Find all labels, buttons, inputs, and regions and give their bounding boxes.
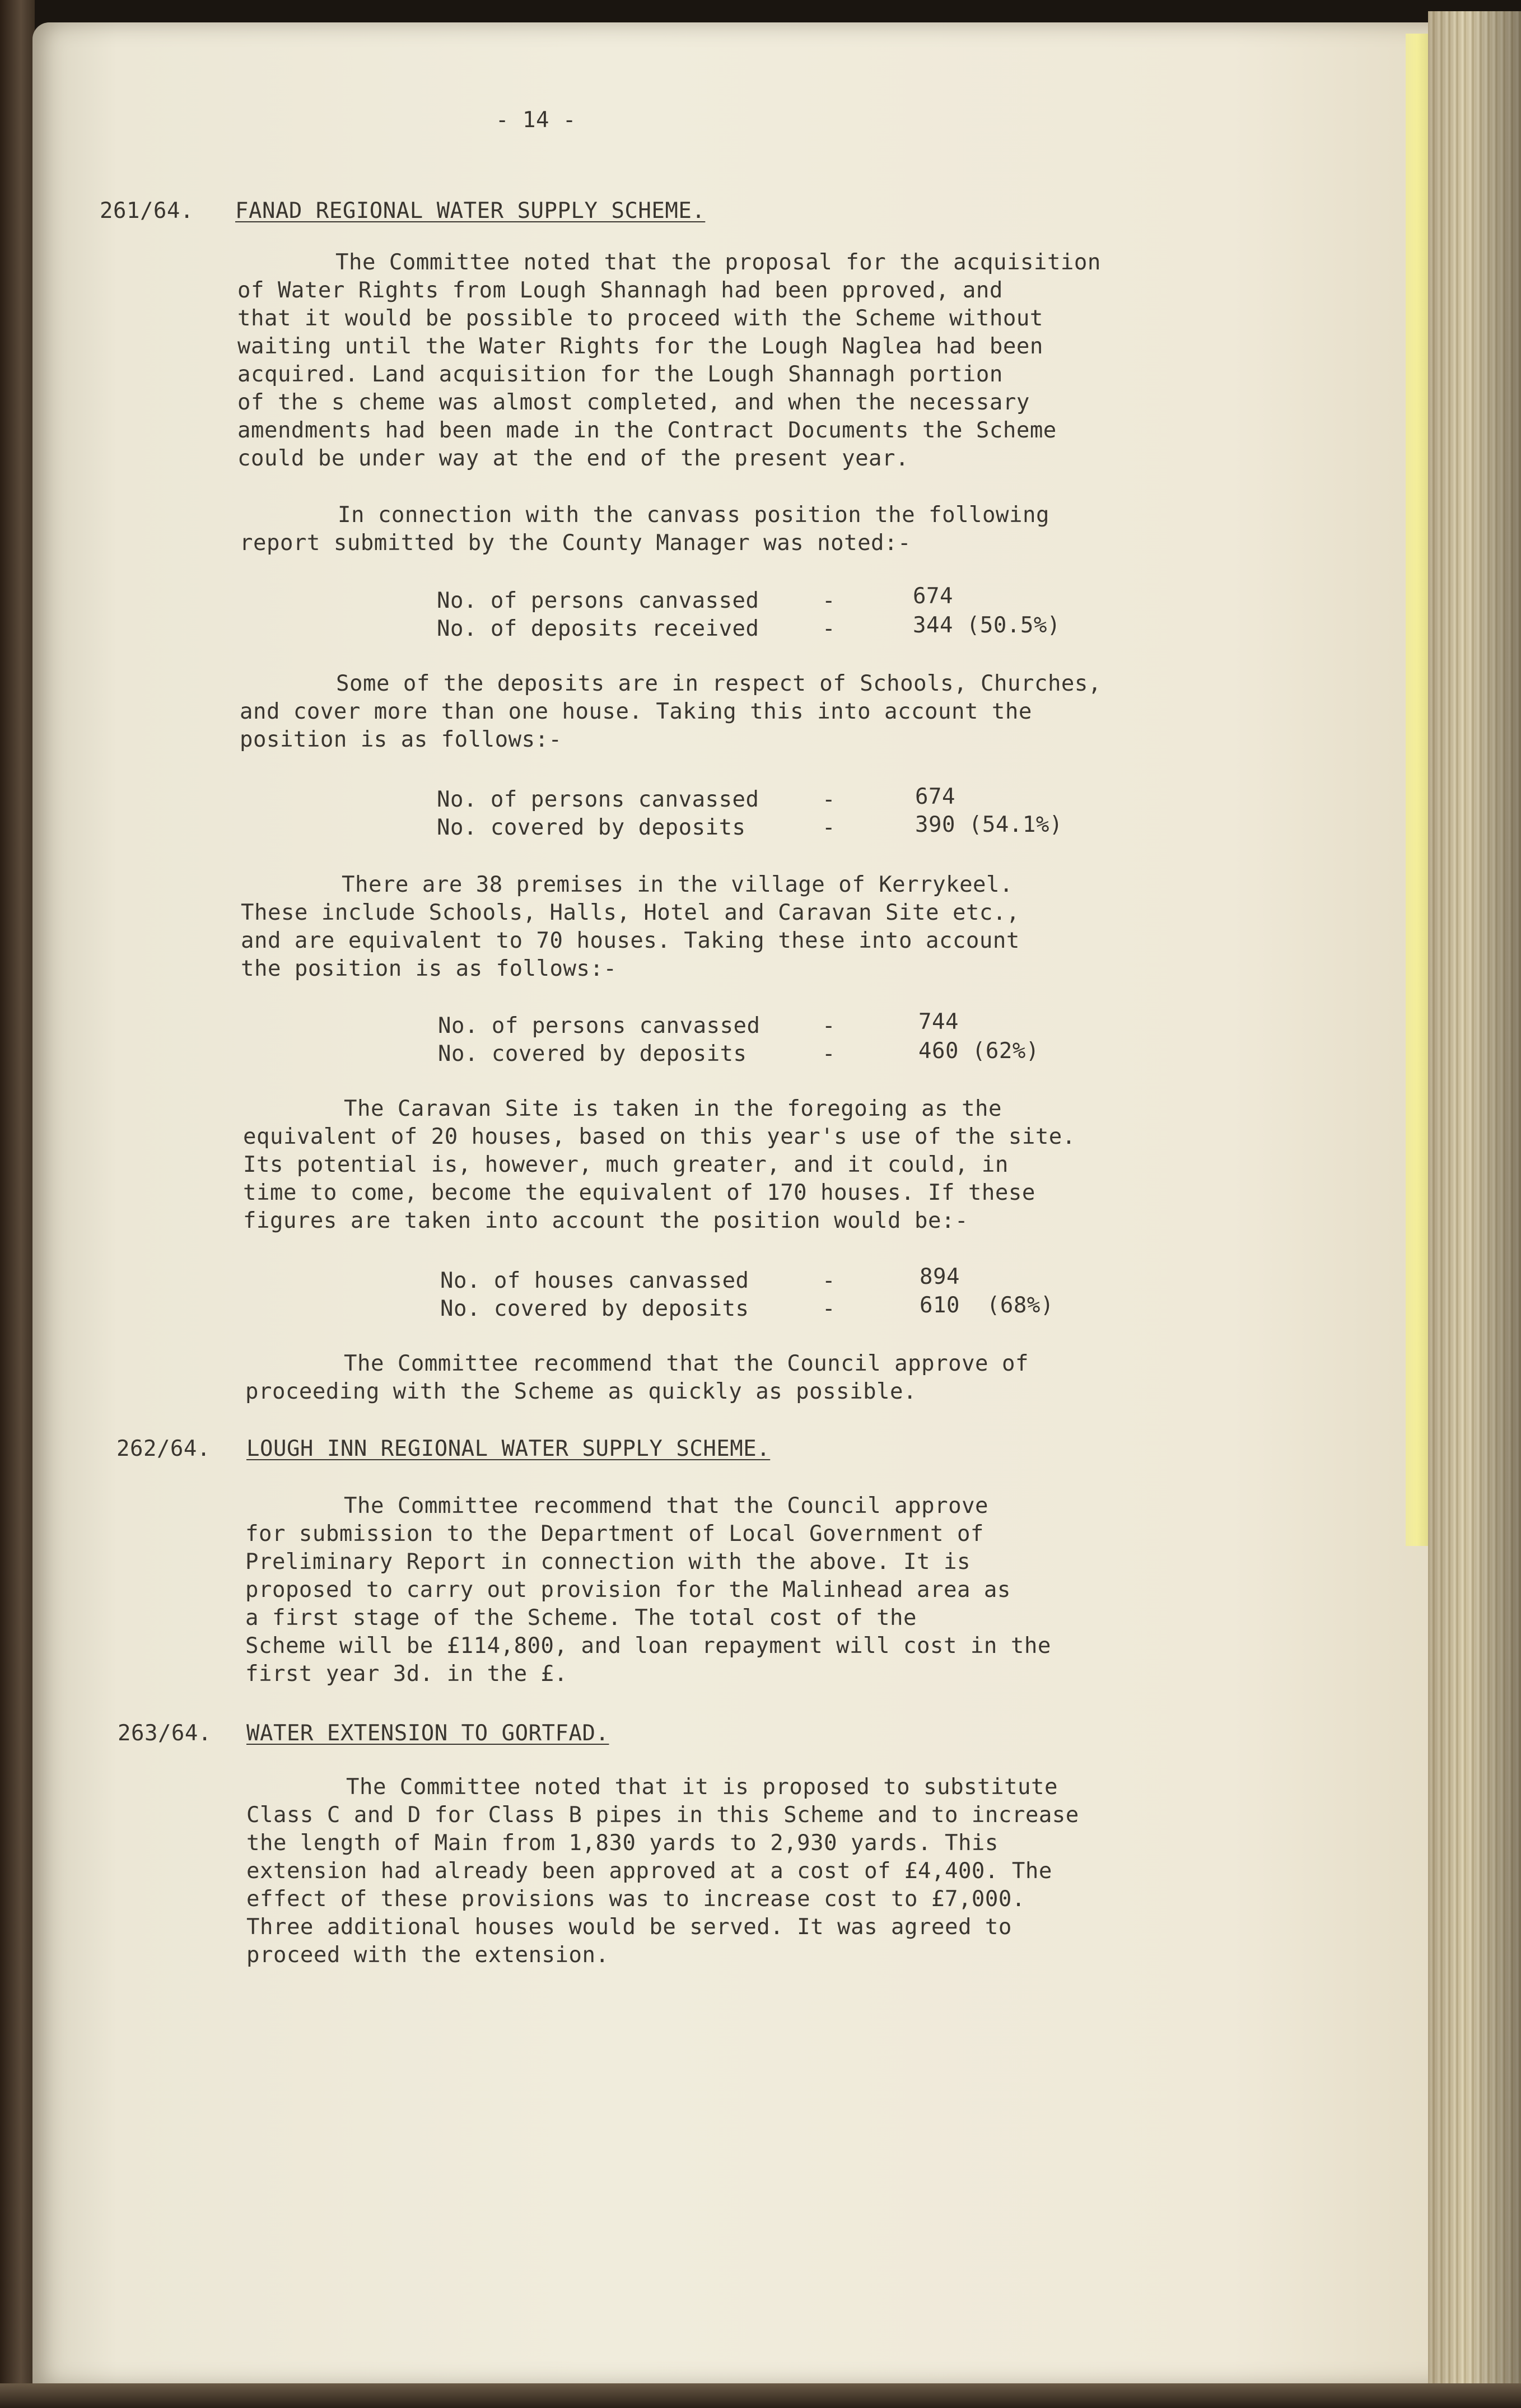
table-1-row-1-value: 674 [913,584,953,609]
item-heading-fanad: FANAD REGIONAL WATER SUPPLY SCHEME. [235,198,706,223]
item-ref-262: 262/64. [116,1436,211,1461]
table-1-row-2-dash: - [822,616,836,641]
page-tab-marker [1406,34,1428,1546]
table-1-row-1-label: No. of persons canvassed [437,588,759,613]
table-4-row-2-value: 610 (68%) [920,1293,1054,1318]
table-1-row-1-dash: - [822,588,836,613]
table-3-row-1-value: 744 [918,1009,959,1035]
table-2-row-1-value: 674 [915,784,955,809]
table-3-row-1-label: No. of persons canvassed [438,1013,760,1038]
table-3-row-2-label: No. covered by deposits [438,1041,747,1066]
paragraph-fanad-6: The Committee recommend that the Council approve of proceeding with the Scheme as quickly as possible. [245,1351,1029,1404]
table-3-row-1-dash: - [822,1013,836,1038]
table-2-row-1-label: No. of persons canvassed [437,787,759,812]
table-3-row-2-dash: - [822,1041,836,1066]
table-2-row-2-label: No. covered by deposits [437,815,746,840]
table-2-row-1-dash: - [822,787,836,812]
item-heading-gortfad: WATER EXTENSION TO GORTFAD. [246,1721,609,1746]
paragraph-lough-inn-1: The Committee recommend that the Council approve for submission to the Department of Local Government of Preliminary Report in connection with the above. It is proposed to carry out provision for the Malinhead area as a first stage of the Scheme. The total cost of the Scheme will be £114,800, and loan repayment will cost in the first year 3d. in the £. [245,1493,1051,1687]
table-4-row-1-value: 894 [920,1264,960,1289]
page-number: - 14 - [496,108,576,133]
book-binding [0,0,35,2408]
table-2-row-2-dash: - [822,815,836,840]
page-edges-shadow [1428,11,1521,2408]
paragraph-fanad-2: In connection with the canvass position the following report submitted by the County Manager was noted:- [240,502,1049,556]
table-4-row-1-label: No. of houses canvassed [440,1268,749,1293]
item-heading-lough-inn: LOUGH INN REGIONAL WATER SUPPLY SCHEME. [246,1436,771,1461]
paragraph-fanad-4: There are 38 premises in the village of Kerrykeel. These include Schools, Halls, Hotel and Caravan Site etc., and are equivalent to 70 houses. Taking these into account the position is as follows:- [241,872,1020,981]
paragraph-gortfad-1: The Committee noted that it is proposed to substitute Class C and D for Class B pipes in this Scheme and to increase the length of Main from 1,830 yards to 2,930 yards. This extension had already been approved at a cost of £4,400. The effect of these provisions was to increase cost to £7,000. Three additional houses would be served. It was agreed to proceed with the extension. [246,1774,1079,1968]
table-1-row-2-label: No. of deposits received [437,616,759,641]
paragraph-fanad-1: The Committee noted that the proposal for the acquisition of Water Rights from Lough Shannagh had been pproved, and that it would be possible to proceed with the Scheme without waiting until the Water Rights for the Lough Naglea had been acquired. Land acquisition for the Lough Shannagh portion of the s cheme was almost completed, and when the necessary amendments had been made in the Contract Documents the Scheme could be under way at the end of the present year. [237,250,1101,471]
paragraph-fanad-5: The Caravan Site is taken in the foregoing as the equivalent of 20 houses, based on this year's use of the site. Its potential is, however, much greater, and it could, in time to come, become the equivalent of 170 houses. If these figures are taken into account the position would be:- [243,1096,1076,1233]
table-4-row-2-label: No. covered by deposits [440,1296,749,1321]
item-ref-263: 263/64. [118,1721,212,1746]
table-4-row-1-dash: - [822,1268,836,1293]
item-ref-261: 261/64. [100,198,194,223]
table-3-row-2-value: 460 (62%) [918,1038,1039,1064]
paragraph-fanad-3: Some of the deposits are in respect of Schools, Churches, and cover more than one house. Taking this into account the position is as follows:- [240,671,1102,752]
table-1-row-2-value: 344 (50.5%) [913,613,1061,638]
table-4-row-2-dash: - [822,1296,836,1321]
table-2-row-2-value: 390 (54.1%) [915,812,1063,837]
bottom-edge [0,2383,1521,2408]
